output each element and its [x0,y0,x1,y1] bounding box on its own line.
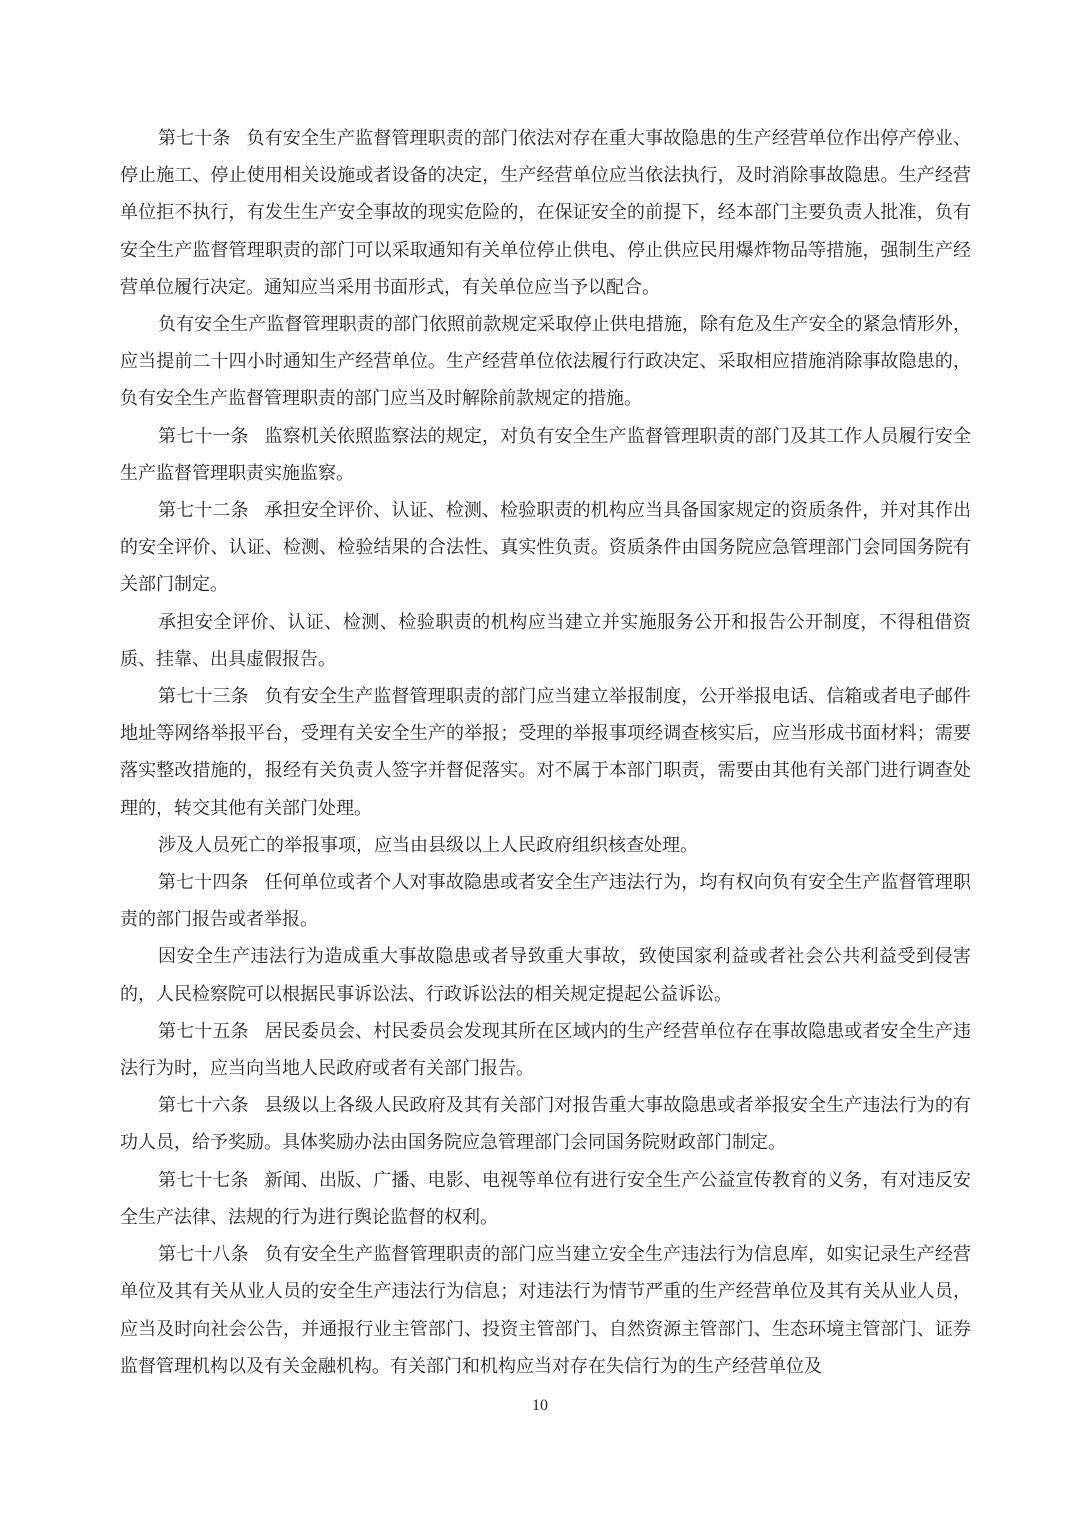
paragraph-text: 承担安全评价、认证、检测、检验职责的机构应当建立并实施服务公开和报告公开制度，不得租借资质、挂靠、出具虚假报告。 [120,611,971,670]
article-number: 第七十二条 [158,500,249,522]
paragraph-text: 新闻、出版、广播、电影、电视等单位有进行安全生产公益宣传教育的义务，有对违反安全生产法律、法规的行为进行舆论监督的权利。 [120,1169,972,1228]
article-number: 第七十四条 [158,872,249,894]
page-number: 10 [532,1397,548,1414]
paragraph-article-70-second [120,306,971,418]
paragraph-text: 任何单位或者个人对事故隐患或者安全生产违法行为，均有权向负有安全生产监督管理职责的部门报告或者举报。 [120,872,972,931]
paragraph-text: 负有安全生产监督管理职责的部门依法对存在重大事故隐患的生产经营单位作出停产停业、停止施工、停止使用相关设施或者设备的决定，生产经营单位应当依法执行，及时消除事故隐患。生产经营单位拒不执行，有发生生产安全事故的现实危险的，在保证安全的前提下，经本部门主要负责人批准，负有安全生产监督管理职责的部门可以采取通知有关单位停止供电、停止供应民用爆炸物品等措施，强制生产经营单位履行决定。通知应当采用书面形式，有关单位应当予以配合。 [120,128,971,298]
article-number: 第七十三条 [158,686,249,708]
article-number: 第七十条 [158,128,231,149]
paragraph-article-78 [120,1236,971,1385]
paragraph-article-71 [120,418,971,492]
paragraph-text: 承担安全评价、认证、检测、检验职责的机构应当具备国家规定的资质条件，并对其作出的安全评价、认证、检测、检验结果的合法性、真实性负责。资质条件由国务院应急管理部门会同国务院有关部门制定。 [120,500,972,596]
paragraph-article-73-second [120,827,971,864]
paragraph-article-74 [120,864,971,938]
paragraph-article-70 [120,120,971,306]
paragraph-text: 居民委员会、村民委员会发现其所在区域内的生产经营单位存在事故隐患或者安全生产违法行为时，应当向当地人民政府或者有关部门报告。 [120,1020,972,1080]
paragraph-text: 县级以上各级人民政府及其有关部门对报告重大事故隐患或者举报安全生产违法行为的有功人员，给予奖励。具体奖励办法由国务院应急管理部门会同国务院财政部门制定。 [120,1095,972,1154]
paragraph-article-77 [120,1162,971,1236]
paragraph-text: 涉及人员死亡的举报事项，应当由县级以上人民政府组织核查处理。 [158,834,698,856]
article-number: 第七十六条 [158,1095,249,1117]
article-number: 第七十五条 [158,1020,249,1042]
paragraph-text: 负有安全生产监督管理职责的部门应当建立举报制度，公开举报电话、信箱或者电子邮件地址等网络举报平台，受理有关安全生产的举报；受理的举报事项经调查核实后，应当形成书面材料；需要落实整改措施的，报经有关负责人签字并督促落实。对不属于本部门职责，需要由其他有关部门进行调查处理的，转交其他有关部门处理。 [120,686,972,819]
paragraph-text: 负有安全生产监督管理职责的部门依照前款规定采取停止供电措施，除有危及生产安全的紧急情形外，应当提前二十四小时通知生产经营单位。生产经营单位依法履行行政决定、采取相应措施消除事故隐患的，负有安全生产监督管理职责的部门应当及时解除前款规定的措施。 [120,314,971,410]
paragraph-text: 监察机关依照监察法的规定，对负有安全生产监督管理职责的部门及其工作人员履行安全生产监督管理职责实施监察。 [120,425,972,484]
paragraph-text: 因安全生产违法行为造成重大事故隐患或者导致重大事故，致使国家利益或者社会公共利益受到侵害的，人民检察院可以根据民事诉讼法、行政诉讼法的相关规定提起公益诉讼。 [120,946,971,1005]
article-number: 第七十七条 [158,1169,249,1191]
paragraph-article-73 [120,678,971,827]
paragraph-article-76 [120,1087,971,1161]
article-number: 第七十一条 [158,425,249,447]
paragraph-article-74-second [120,938,971,1012]
document-body [120,120,971,1385]
paragraph-article-72 [120,492,971,604]
paragraph-article-72-second [120,604,971,678]
paragraph-article-75 [120,1013,971,1087]
paragraph-text: 负有安全生产监督管理职责的部门应当建立安全生产违法行为信息库，如实记录生产经营单位及其有关从业人员的安全生产违法行为信息；对违法行为情节严重的生产经营单位及其有关从业人员，应当及时向社会公告，并通报行业主管部门、投资主管部门、自然资源主管部门、生态环境主管部门、证券监督管理机构以及有关金融机构。有关部门和机构应当对存在失信行为的生产经营单位及 [120,1244,972,1377]
article-number: 第七十八条 [158,1244,249,1266]
